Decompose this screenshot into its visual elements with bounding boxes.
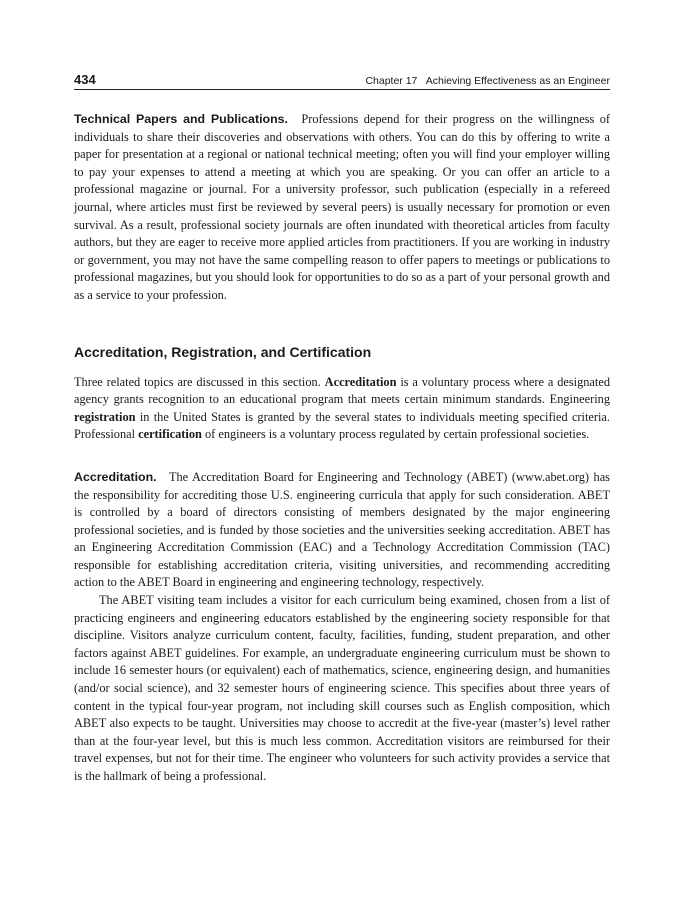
intro-text-4: of engineers is a voluntary process regulated by certain professional societies. [204, 427, 590, 442]
chapter-title: Achieving Effectiveness as an Engineer [425, 75, 610, 87]
technical-papers-paragraph [74, 111, 610, 305]
intro-text-3: in the United States is granted by the several states to individuals meeting specified criteria. Professional [74, 409, 610, 442]
section-intro-paragraph [74, 374, 610, 444]
technical-papers-heading: Technical Papers and Publications. [74, 112, 288, 126]
term-registration: registration [74, 409, 136, 424]
intro-text-1: Three related topics are discussed in this section. [74, 374, 321, 389]
term-certification: certification [138, 427, 202, 442]
chapter-number: Chapter 17 [365, 75, 418, 87]
section-title: Accreditation, Registration, and Certification [74, 343, 372, 360]
accreditation-text: The Accreditation Board for Engineering and Technology (ABET) (www.abet.org) has the responsibility for accrediting those U.S. engineering curricula that apply for such consideration. ABET is controlled by a board of directors consisting of members designated by the major engineering professional societies, and is funded by those societies and the universities seeking accreditation. ABET has an Engineering Accreditation Commission (EAC) and a Technology Accreditation Commission (TAC) responsible for establishing accreditation criteria, visiting universities, and recommending accrediting action to the ABET Board in engineering and engineering technology, respectively. [74, 469, 610, 590]
page-number: 434 [74, 72, 96, 87]
running-header [74, 70, 610, 90]
accreditation-paragraph [74, 469, 610, 592]
technical-papers-text: Professions depend for their progress on the willingness of individuals to share their discoveries and observations with others. You can do this by offering to write a paper for presentation at a regional or national technical meeting; often you will find your employer willing to pay your expenses to attend a meeting at which you are speaking. Or you can offer an article to a professional magazine or journal. For a university professor, such publication (especially in a refereed journal, where articles must first be reviewed by several peers) is usually necessary for promotion or even survival. As a result, professional society journals are often inundated with theoretical articles from faculty authors, but they are eager to receive more applied articles from practitioners. If you are working in industry or government, you may not have the same compelling reason to offer papers to meetings or publications to professional magazines, but you should look for opportunities to do so as a part of your personal growth and as a service to your profession. [74, 112, 610, 302]
term-accreditation: Accreditation [324, 374, 397, 389]
accreditation-heading: Accreditation. [74, 469, 157, 484]
intro-text-2: is a voluntary process where a designated agency grants recognition to an educational program that meets certain minimum standards. Engineering [74, 374, 610, 407]
book-page [74, 70, 610, 786]
running-head [365, 75, 610, 87]
abet-visiting-team-paragraph: The ABET visiting team includes a visitor for each curriculum being examined, chosen from a list of practicing engineers and engineering educators established by the engineering society responsible for that discipline. Visitors analyze curriculum content, faculty, facilities, funding, student preparation, and other factors against ABET guidelines. For example, an undergraduate engineering curriculum must be shown to include 16 semester hours (or equivalent) each of mathematics, science, engineering design, and humanities (and/or social science), and 32 semester hours of engineering science. This specifies about three years of content in the typical four-year program, not including skill courses such as English composition, which ABET also expects to be taught. Universities may choose to accredit at the five-year (master’s) level rather than at the four-year level, but this is much less common. Accreditation visitors are reimbursed for their travel expenses, but not for their time. The engineer who volunteers for such activity provides a service that is the hallmark of being a professional. [74, 593, 610, 783]
